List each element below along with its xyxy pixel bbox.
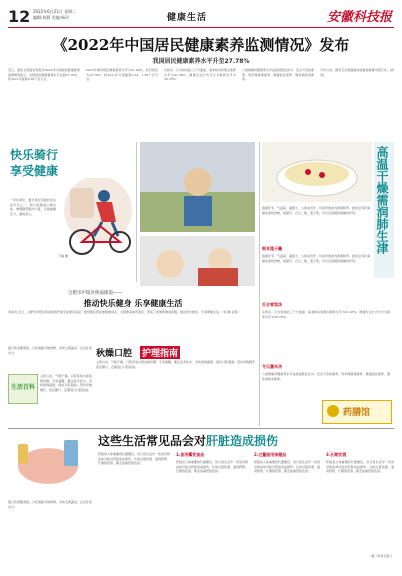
cycling-feature xyxy=(8,142,133,262)
divider-2 xyxy=(259,142,260,426)
lead-col-3: 从知识、行为和技能三个方面看，基本知识和理念素养水平为41.26%，健康生活方式与行为素养水平为28.78%。 xyxy=(164,68,237,82)
header-rule xyxy=(8,27,394,28)
cycling-body: 一年四季中，夏日骑行是最好的运动方式之一。骑行能锻炼心肺功能，增强腿部肌肉力量，还能缓解压力，愉悦身心。 xyxy=(10,198,56,216)
lung-subhead-3: 冬瓜薏米汤 xyxy=(262,364,282,369)
fitness-kicker: 合肥市庐阳区桥南街道—— xyxy=(68,291,122,296)
lung-filler-1: 盛夏时节，气温高，湿度大，人体易出汗，容易导致体内津液耗伤。此时宜多吃润肺生津的食物，如银耳、百合、梨、莲子等，可以达到清热润燥的作用。 xyxy=(262,254,370,263)
section-label: 健康生活 xyxy=(167,13,208,23)
life-note-badge xyxy=(8,374,38,404)
lung-title-bar xyxy=(374,142,394,278)
cycling-title-line1: 快乐骑行 xyxy=(10,148,59,162)
fitness-body: 本报讯 近日，合肥市庐阳区桥南街道开展全民健身活动，组织辖区居民参加健步走、太极拳等体育项目，营造了浓厚的健身氛围，推动快乐健身、乐享健康生活。（何 静 张婷） xyxy=(8,310,241,314)
liver-intro: 夏日饮食要清淡，少吃油腻辛辣食物，多吃瓜果蔬菜，注意补充水分。 xyxy=(8,500,92,509)
liver-article xyxy=(8,430,394,570)
editor-line: 编辑:何静 美编:杨玲 xyxy=(33,15,69,20)
herbal-badge-icon xyxy=(327,405,339,417)
lung-title: 高温干燥需润肺生津 xyxy=(375,146,389,254)
liver-title xyxy=(98,432,278,449)
liver-illustration xyxy=(8,430,92,496)
lung-filler-2: 从知识、行为和技能三个方面看，基本知识和理念素养水平为41.26%，健康生活方式与行为素养水平为28.78%。 xyxy=(262,310,390,319)
fitness-article xyxy=(8,290,258,336)
oral-care-article xyxy=(96,346,258,420)
newspaper-logo: 安徽科技报 xyxy=(326,10,392,25)
lead-col-5: 今年以来，国家卫生健康委持续推进健康中国行动，[资讯] xyxy=(320,68,394,77)
divider-1 xyxy=(136,142,137,282)
life-note-body-2: 入秋以来，气候干燥，口腔容易出现各种问题。专家提醒，要注意多饮水，多吃新鲜蔬果，保持口腔湿润。坚持早晚刷牙，饭后漱口，定期进行口腔检查。 xyxy=(40,374,92,392)
liver-subhead-2: 2.过量服用保健品 xyxy=(254,452,287,457)
life-note xyxy=(8,346,92,424)
oral-title-a: 秋燥口腔 xyxy=(96,349,133,359)
bottom-rule xyxy=(8,428,394,429)
liver-text-2: 肝脏是人体重要的代谢器官，但日常生活中一些常见物品却可能对肝脏造成损伤。比如过量饮酒、滥用药物、长期熬夜等，都会加重肝脏负担。 xyxy=(176,460,248,474)
page-header xyxy=(0,0,402,30)
lead-col-4: 六类健康问题素养水平由高到低依次为：安全与急救素养、科学健康观素养、健康信息素养、慢性病防治素养。 xyxy=(242,68,315,82)
lead-col-2: 2022年城市居民健康素养水平为31.94%，农村居民为23.78%，较2021年分别提高1.24、1.36个百分点。 xyxy=(86,68,158,82)
page-number: 12 xyxy=(8,7,31,26)
life-note-badge-label: 生活百科 xyxy=(10,384,35,391)
cycling-credit: 万瑞 摄 xyxy=(58,254,68,258)
oral-title-b: 护理指南 xyxy=(140,346,180,359)
cycling-illustration xyxy=(56,178,132,260)
lead-title: 《2022年中国居民健康素养监测情况》发布 xyxy=(52,36,350,54)
liver-text-4: 肝脏是人体重要的代谢器官，但日常生活中一些常见物品却可能对肝脏造成损伤。比如过量饮酒、滥用药物、长期熬夜等，都会加重肝脏负担。 xyxy=(326,460,394,474)
lung-feature xyxy=(262,142,394,426)
cycling-title-line2: 享受健康 xyxy=(10,164,59,178)
feature-photo-top xyxy=(140,142,255,232)
oral-body: 入秋以来，气候干燥，口腔容易出现各种问题。专家提醒，要注意多饮水，多吃新鲜蔬果，保持口腔湿润。坚持早晚刷牙，饭后漱口，定期进行口腔检查。 xyxy=(96,360,259,369)
herbal-badge xyxy=(322,400,392,424)
liver-credit: （据《科技日报》） xyxy=(368,554,394,558)
soup-image xyxy=(262,142,372,202)
liver-subhead-1: 1.食用霉变食品 xyxy=(176,452,205,457)
liver-title-highlight: 肝脏造成损伤 xyxy=(206,434,279,448)
liver-title-pre: 这些生活常见品会对 xyxy=(98,434,207,448)
fitness-title: 推动快乐健身 乐享健康生活 xyxy=(83,299,183,308)
liver-text-3: 肝脏是人体重要的代谢器官，但日常生活中一些常见物品却可能对肝脏造成损伤。比如过量饮酒、滥用药物、长期熬夜等，都会加重肝脏负担。 xyxy=(254,460,320,474)
lead-subtitle: 我国居民健康素养水平升至27.78% xyxy=(152,58,250,65)
lung-filler-3: 六类健康问题素养水平由高到低依次为：安全与急救素养、科学健康观素养、健康信息素养、慢性病防治素养。 xyxy=(262,372,390,381)
liver-subhead-3: 3.长期饮酒 xyxy=(326,452,347,457)
herbal-badge-label: 药膳馆 xyxy=(343,408,371,418)
life-note-body: 夏日饮食要清淡，少吃油腻辛辣食物，多吃瓜果蔬菜，注意补充水分。 xyxy=(8,346,92,355)
feature-photo-mid xyxy=(140,236,255,286)
lung-body: 盛夏时节，气温高，湿度大，人体易出汗，容易导致体内津液耗伤。此时宜多吃润肺生津的食物，如银耳、百合、梨、莲子等，可以达到清热润燥的作用。 xyxy=(262,206,371,215)
date-line: 2022年6月21日 星期二 xyxy=(33,9,77,14)
liver-body: 肝脏是人体重要的代谢器官，但日常生活中一些常见物品却可能对肝脏造成损伤。比如过量饮酒、滥用药物、长期熬夜等，都会加重肝脏负担。 xyxy=(98,452,170,466)
lead-article xyxy=(8,30,394,138)
lung-subhead-2: 百合雪梨汤 xyxy=(262,302,282,307)
lead-col-1: 近日，国家卫健委官网发布2022年中国居民健康素养监测情况显示，全国居民健康素养水平达到27.78%，较2021年提高2.38个百分点。 xyxy=(8,68,80,82)
lung-subhead-1: 银耳莲子羹 xyxy=(262,246,282,251)
